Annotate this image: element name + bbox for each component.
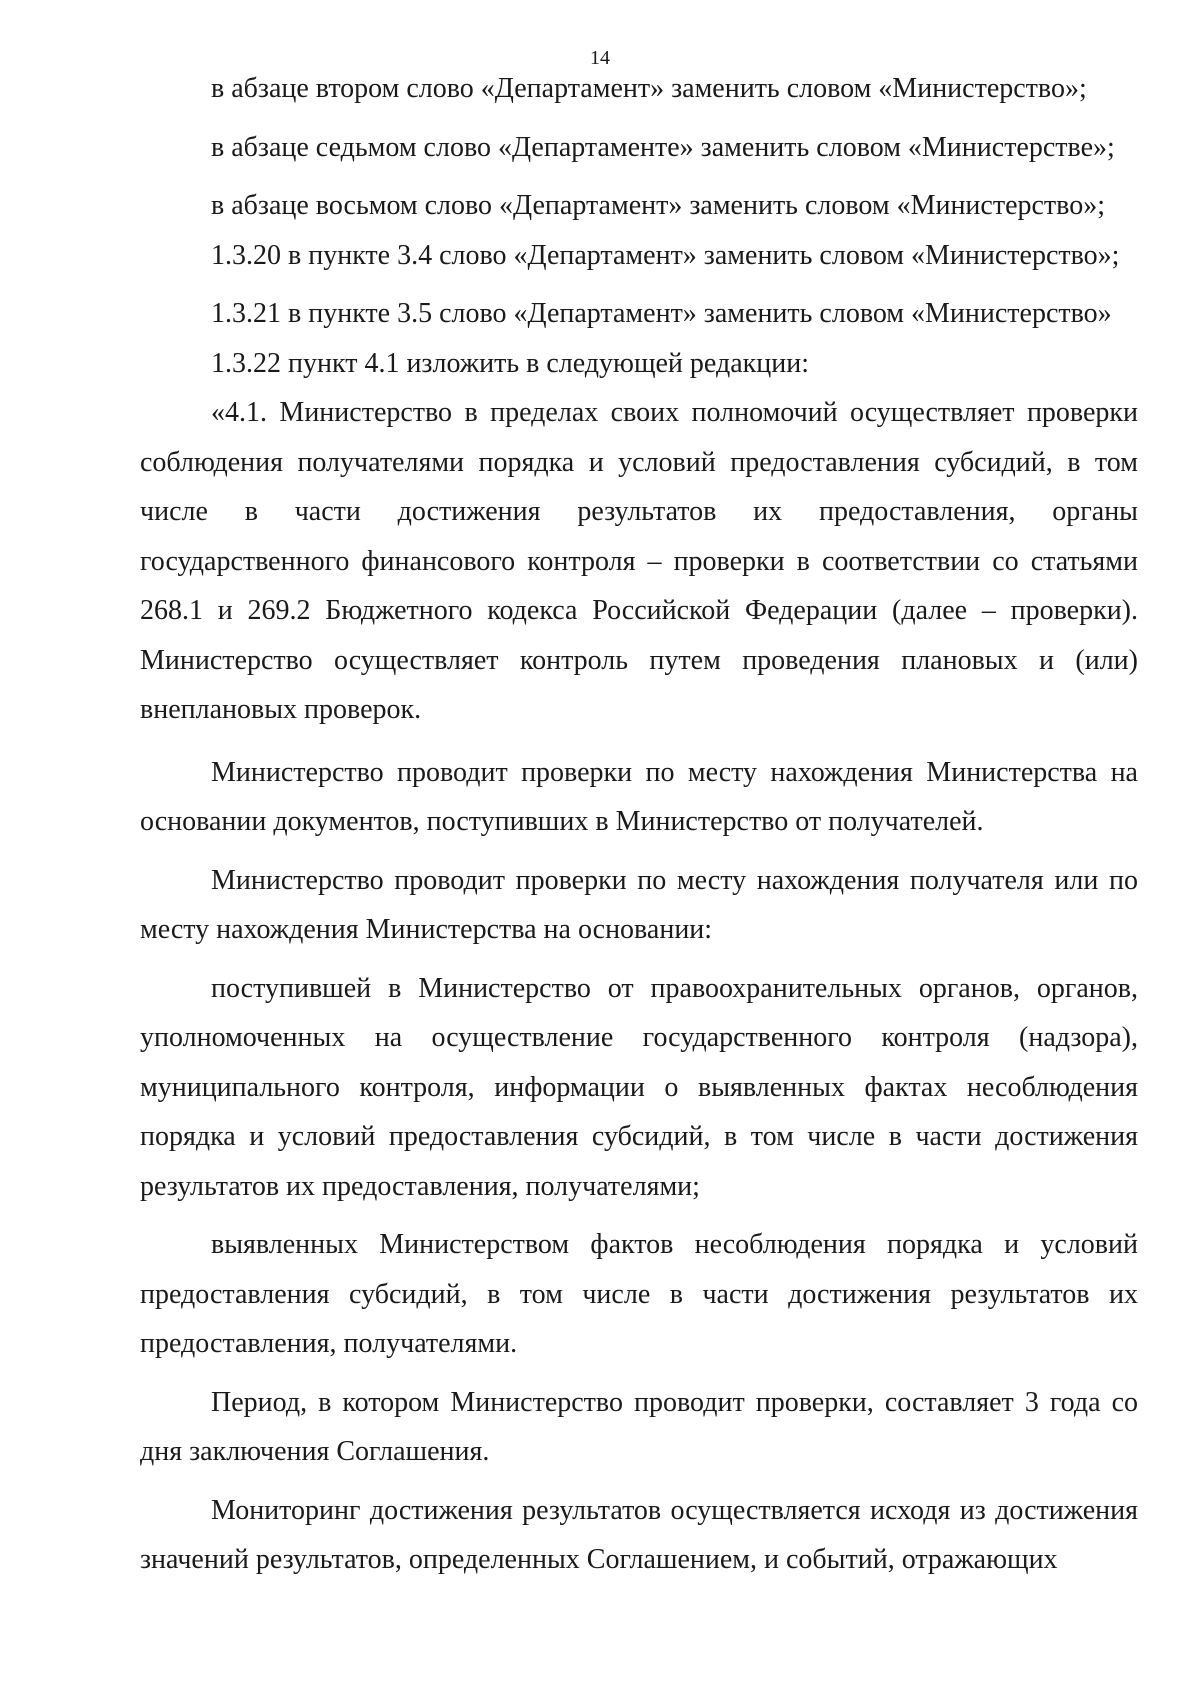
- paragraph-5: 1.3.21 в пункте 3.5 слово «Департамент» заменить словом «Министерство»: [211, 298, 1112, 329]
- document-body: [140, 64, 1138, 1585]
- paragraph-6: 1.3.22 пункт 4.1 изложить в следующей редакции:: [211, 347, 809, 379]
- paragraph-10: поступившей в Министерство от правоохранительных органов, органов, уполномоченных на осуществление государственного контроля (надзора), муниципального контроля, информации о выявленных фактах несоблюдения порядка и условий предоставления субсидий, в том числе в части достижения результатов их предоставления, получателями;: [140, 972, 1138, 1202]
- paragraph-11: выявленных Министерством фактов несоблюдения порядка и условий предоставления субсидий, в том числе в части достижения результатов их предоставления, получателями.: [140, 1229, 1138, 1359]
- paragraph-2: в абзаце седьмом слово «Департаменте» заменить словом «Министерстве»;: [211, 131, 1115, 163]
- paragraph-8: Министерство проводит проверки по месту нахождения Министерства на основании документов, поступивших в Министерство от получателей.: [140, 756, 1138, 837]
- paragraph-9: Министерство проводит проверки по месту нахождения получателя или по месту нахождения Министерства на основании:: [140, 864, 1138, 945]
- paragraph-12: Период, в котором Министерство проводит проверки, составляет 3 года со дня заключения Соглашения.: [140, 1386, 1138, 1467]
- paragraph-13: Мониторинг достижения результатов осуществляется исходя из достижения значений результатов, определенных Соглашением, и событий, отражающих: [140, 1494, 1138, 1575]
- page-number: 14: [590, 47, 610, 69]
- paragraph-7: «4.1. Министерство в пределах своих полномочий осуществляет проверки соблюдения получателями порядка и условий предоставления субсидий, в том числе в части достижения результатов их предоставления, органы государственного финансового контроля – проверки в соответствии со статьями 268.1 и 269.2 Бюджетного кодекса Российской Федерации (далее – проверки). Министерство осуществляет контроль путем проведения плановых и (или) внеплановых проверок.: [140, 397, 1138, 725]
- paragraph-4: 1.3.20 в пункте 3.4 слово «Департамент» заменить словом «Министерство»;: [211, 239, 1120, 271]
- paragraph-3: в абзаце восьмом слово «Департамент» заменить словом «Министерство»;: [211, 190, 1105, 221]
- paragraph-1: в абзаце втором слово «Департамент» заменить словом «Министерство»;: [211, 73, 1087, 104]
